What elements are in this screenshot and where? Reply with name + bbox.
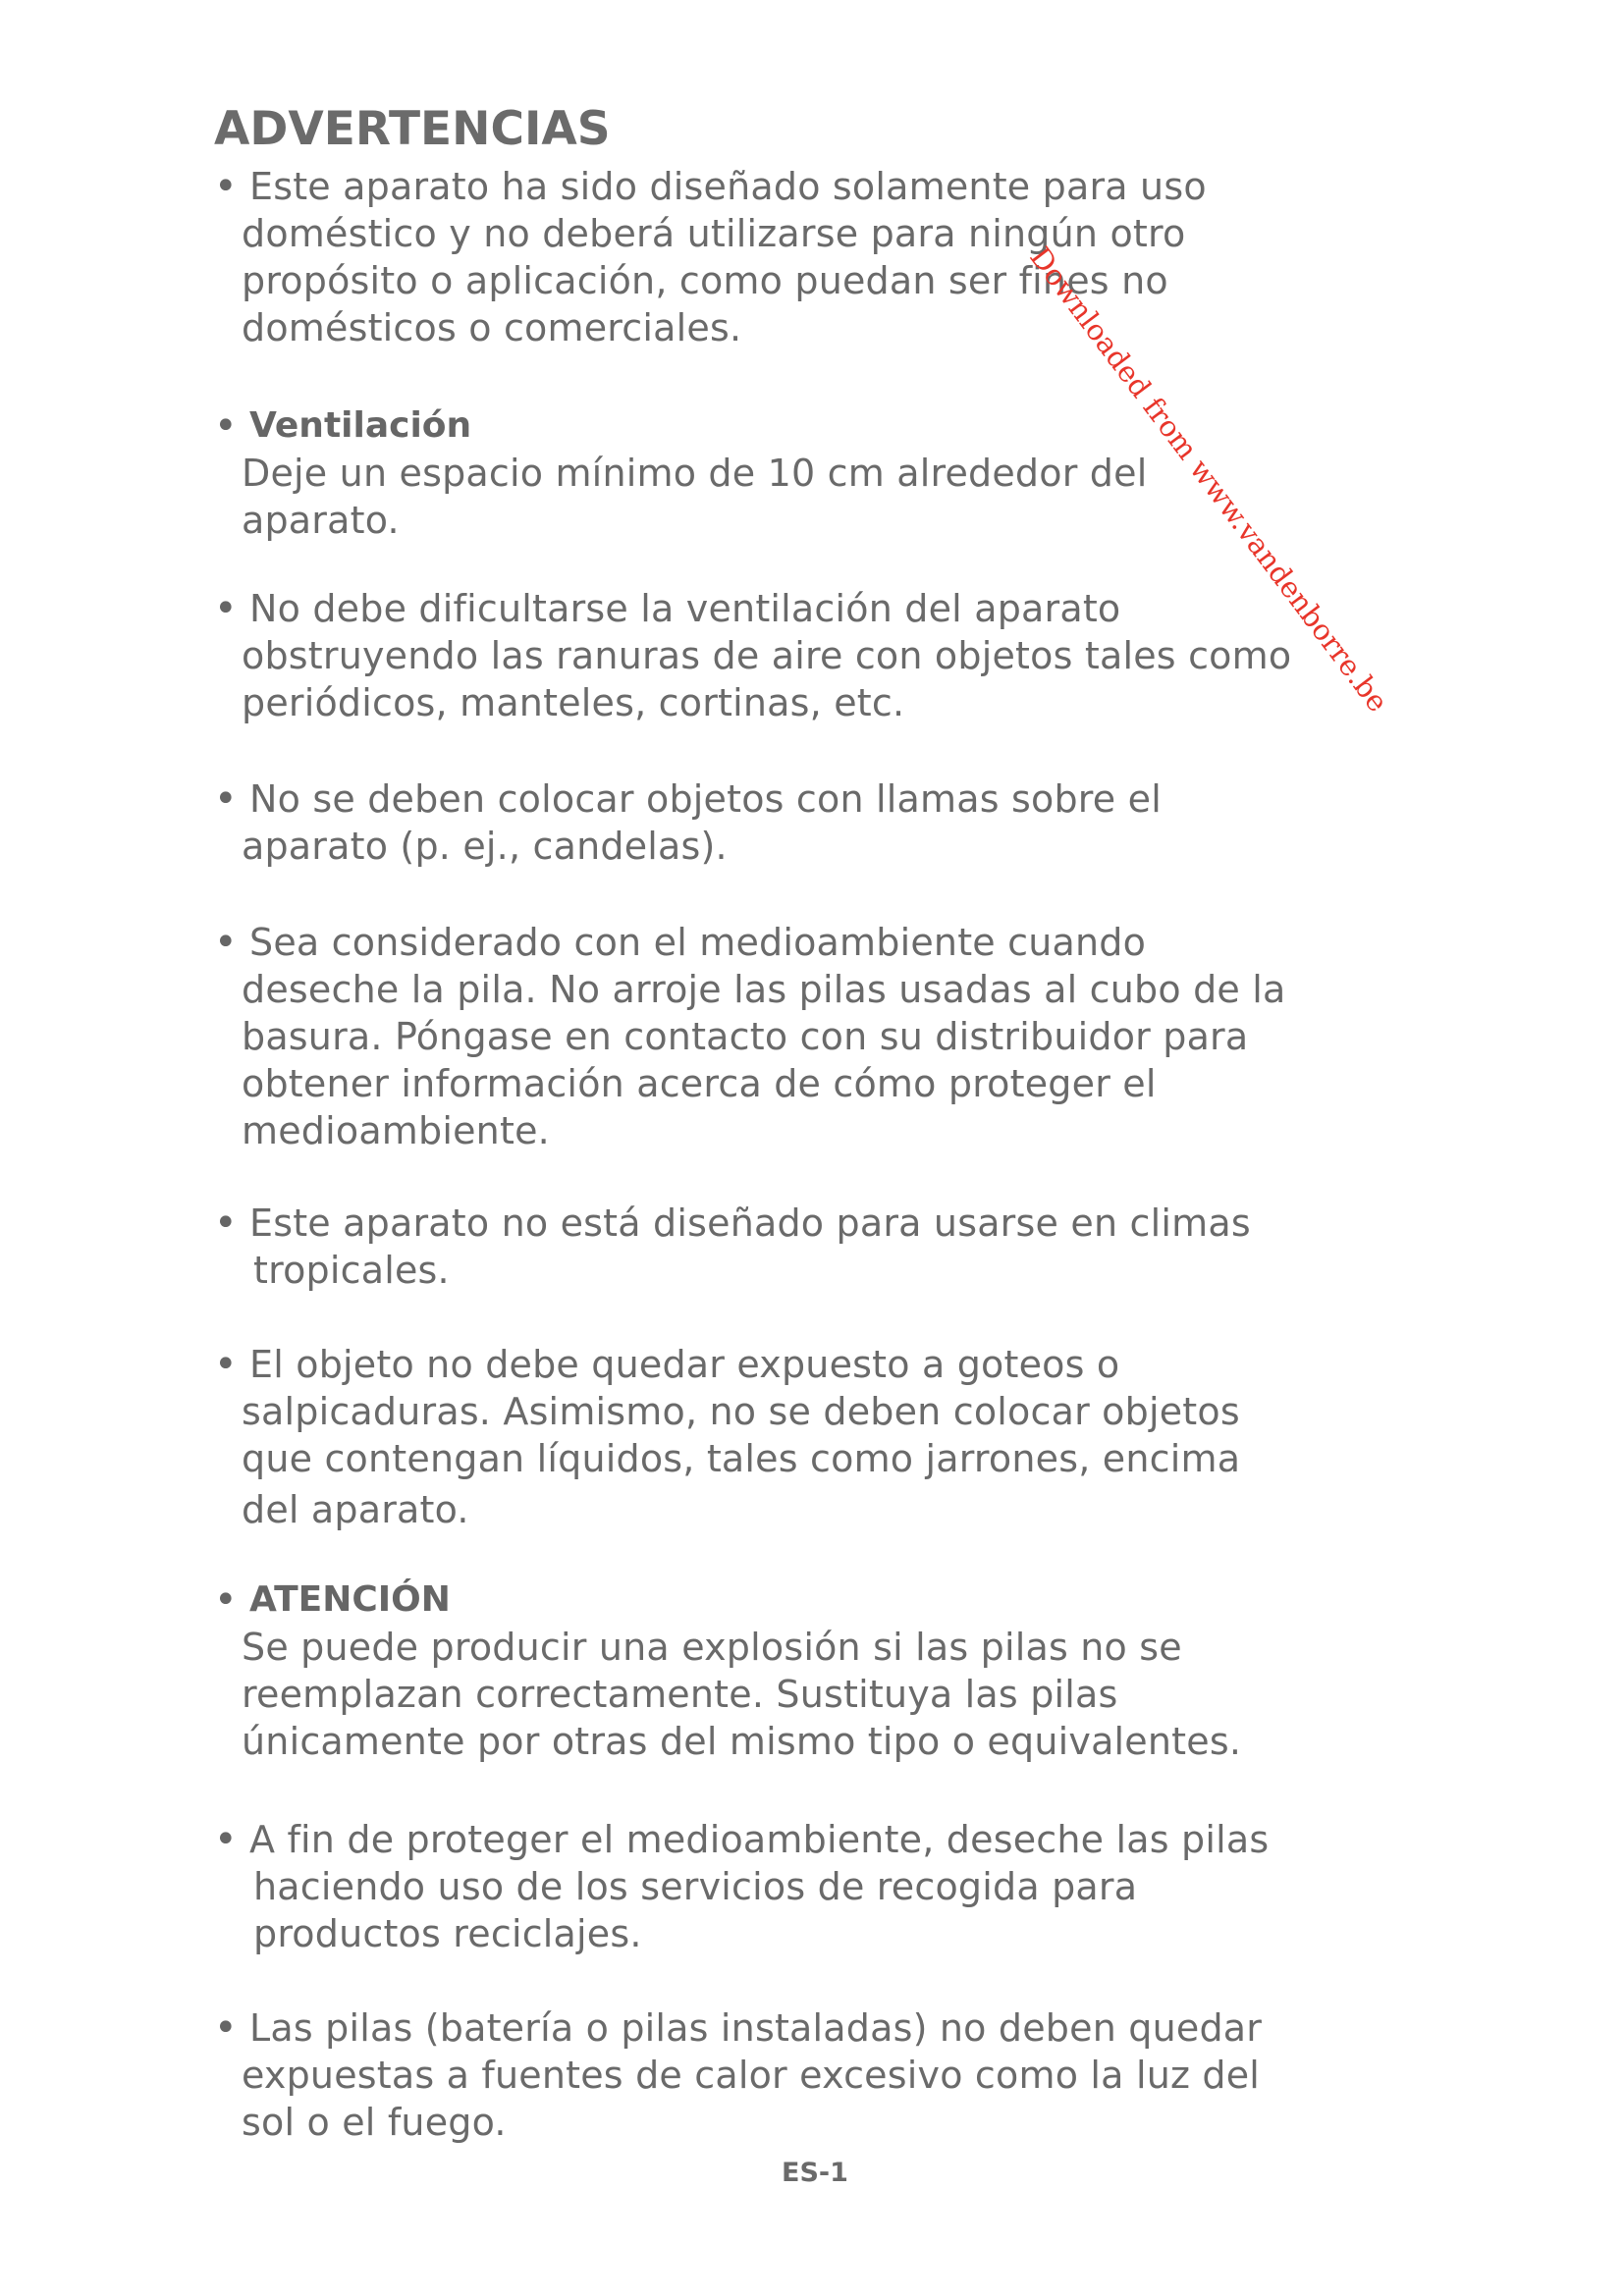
page-title: ADVERTENCIAS <box>214 102 611 156</box>
bullet-icon: • <box>214 1201 238 1246</box>
warning-text-line: sol o el fuego. <box>242 2101 507 2144</box>
warning-text-line: obtener información acerca de cómo proteger el <box>242 1062 1157 1105</box>
warning-text-line: El objeto no debe quedar expuesto a goteos o <box>249 1343 1120 1386</box>
warning-item-attention <box>214 1576 1490 1765</box>
bullet-icon: • <box>214 776 238 822</box>
warning-text-line: Deje un espacio mínimo de 10 cm alrededor del <box>242 452 1148 495</box>
warning-text-line: productos reciclajes. <box>253 1912 642 1955</box>
warning-text-line: únicamente por otras del mismo tipo o equivalentes. <box>242 1720 1242 1763</box>
warning-text-line: periódicos, manteles, cortinas, etc. <box>242 681 905 724</box>
warning-text-line: Sea considerado con el medioambiente cuando <box>249 921 1147 964</box>
bullet-icon: • <box>214 2005 238 2051</box>
warning-text-line: basura. Póngase en contacto con su distribuidor para <box>242 1015 1249 1058</box>
warning-text-line: Este aparato no está diseñado para usarse en climas <box>249 1201 1251 1245</box>
warning-text-line: salpicaduras. Asimismo, no se deben colocar objetos <box>242 1390 1240 1433</box>
section-heading: ATENCIÓN <box>249 1579 451 1620</box>
warning-text-line: Se puede producir una explosión si las pilas no se <box>242 1626 1182 1669</box>
bullet-icon: • <box>214 1577 238 1623</box>
warning-item <box>214 163 1490 351</box>
warning-text-line: deseche la pila. No arroje las pilas usadas al cubo de la <box>242 968 1286 1011</box>
bullet-icon: • <box>214 586 238 631</box>
warning-text-line: que contengan líquidos, tales como jarrones, encima <box>242 1437 1241 1480</box>
warning-text-line: Este aparato ha sido diseñado solamente para uso <box>249 165 1207 208</box>
bullet-icon: • <box>214 164 238 209</box>
warning-text-line: obstruyendo las ranuras de aire con objetos tales como <box>242 634 1292 677</box>
warning-text-line: domésticos o comerciales. <box>242 306 742 349</box>
warning-text-line: propósito o aplicación, como puedan ser fines no <box>242 259 1168 302</box>
warning-text-line: aparato (p. ej., candelas). <box>242 825 728 868</box>
bullet-icon: • <box>214 920 238 965</box>
warning-text-line: No debe dificultarse la ventilación del aparato <box>249 587 1121 630</box>
warning-text-line: haciendo uso de los servicios de recogida para <box>253 1865 1138 1908</box>
warning-text-line: doméstico y no deberá utilizarse para ningún otro <box>242 212 1186 255</box>
warning-item <box>214 1816 1490 1957</box>
warning-text-line: tropicales. <box>253 1249 450 1292</box>
warning-item <box>214 1341 1490 1533</box>
warning-text-line: aparato. <box>242 499 400 542</box>
bullet-icon: • <box>214 1817 238 1862</box>
warning-text-line: expuestas a fuentes de calor excesivo como la luz del <box>242 2054 1261 2097</box>
warning-item <box>214 1200 1490 1294</box>
warning-text-line: Las pilas (batería o pilas instaladas) no deben quedar <box>249 2006 1263 2050</box>
warning-text-line: reemplazan correctamente. Sustituya las pilas <box>242 1673 1118 1716</box>
warning-item <box>214 775 1490 870</box>
warning-text-line: medioambiente. <box>242 1109 550 1152</box>
warning-item <box>214 2004 1490 2146</box>
warning-text-line: No se deben colocar objetos con llamas sobre el <box>249 777 1162 821</box>
bullet-icon: • <box>214 1342 238 1387</box>
warning-item <box>214 919 1490 1154</box>
bullet-icon: • <box>214 403 238 449</box>
warning-text-line: del aparato. <box>242 1488 469 1531</box>
warning-item-ventilation <box>214 402 1490 544</box>
download-watermark: Downloaded from www.vandenborre.be <box>1023 240 1395 719</box>
warning-text-line: A fin de proteger el medioambiente, deseche las pilas <box>249 1818 1270 1861</box>
page-number: ES-1 <box>782 2158 848 2188</box>
section-heading: Ventilación <box>249 405 472 446</box>
